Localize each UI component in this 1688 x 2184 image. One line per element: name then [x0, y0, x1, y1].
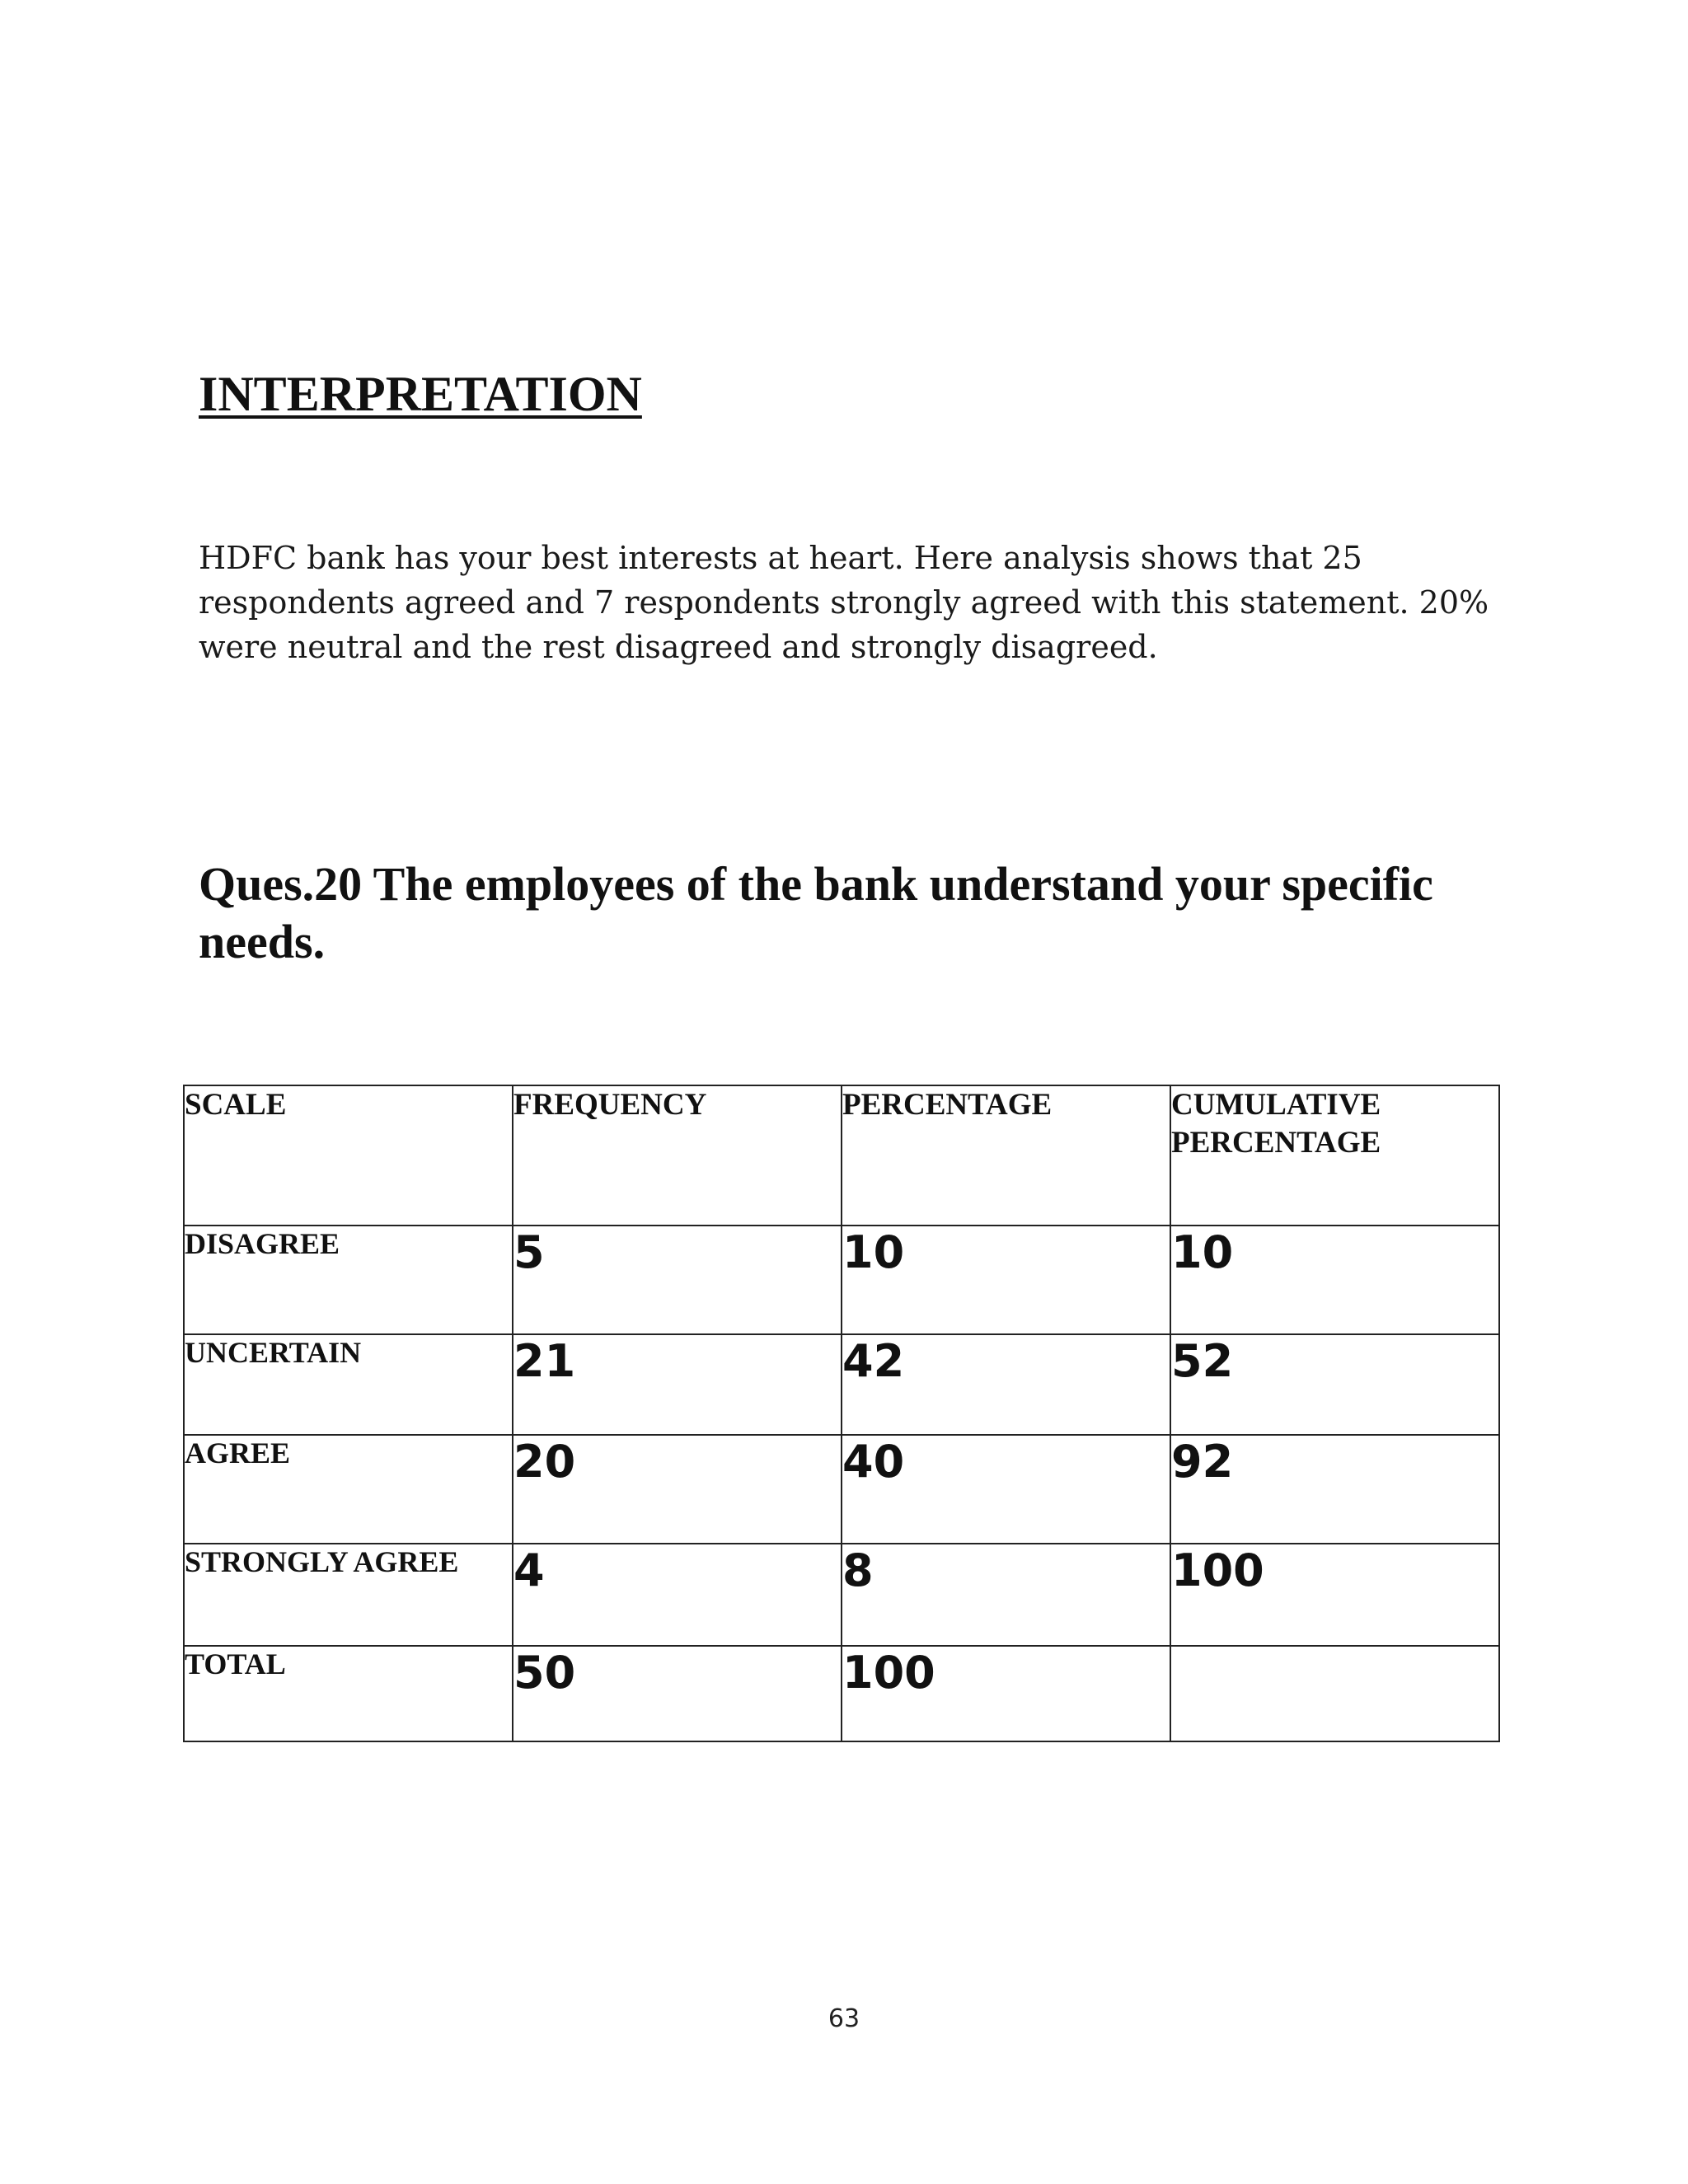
- cumulative-cell: 52: [1170, 1334, 1499, 1435]
- frequency-cell: 50: [513, 1646, 842, 1741]
- frequency-cell: 21: [513, 1334, 842, 1435]
- scale-cell: DISAGREE: [184, 1226, 513, 1334]
- cumulative-cell: [1170, 1646, 1499, 1741]
- frequency-cell: 5: [513, 1226, 842, 1334]
- table-row-total: [184, 1646, 1499, 1741]
- question-title: Ques.20 The employees of the bank understand your specific needs.: [199, 857, 1433, 968]
- table-row: [184, 1435, 1499, 1544]
- header-frequency: FREQUENCY: [513, 1085, 842, 1226]
- section-heading: INTERPRETATION: [199, 367, 642, 421]
- header-cumulative-percentage: CUMULATIVE PERCENTAGE: [1170, 1085, 1499, 1226]
- percentage-cell: 42: [842, 1334, 1170, 1435]
- scale-cell: AGREE: [184, 1435, 513, 1544]
- cumulative-cell: 92: [1170, 1435, 1499, 1544]
- scale-cell: TOTAL: [184, 1646, 513, 1741]
- percentage-cell: 8: [842, 1544, 1170, 1646]
- table-row: [184, 1334, 1499, 1435]
- cumulative-cell: 10: [1170, 1226, 1499, 1334]
- percentage-cell: 10: [842, 1226, 1170, 1334]
- scale-cell: STRONGLY AGREE: [184, 1544, 513, 1646]
- header-scale: SCALE: [184, 1085, 513, 1226]
- header-percentage: PERCENTAGE: [842, 1085, 1170, 1226]
- frequency-cell: 4: [513, 1544, 842, 1646]
- table-row: [184, 1544, 1499, 1646]
- table-header-row: [184, 1085, 1499, 1226]
- table-row: [184, 1226, 1499, 1334]
- percentage-cell: 40: [842, 1435, 1170, 1544]
- response-table: [183, 1085, 1500, 1742]
- cumulative-cell: 100: [1170, 1544, 1499, 1646]
- scale-cell: UNCERTAIN: [184, 1334, 513, 1435]
- interpretation-paragraph: HDFC bank has your best interests at heart. Here analysis shows that 25 respondents agreed and 7 respondents strongly agreed with this statement. 20% were neutral and the rest disagreed and strongly disagreed.: [199, 540, 1489, 665]
- page-number: 63: [828, 2004, 860, 2033]
- frequency-cell: 20: [513, 1435, 842, 1544]
- percentage-cell: 100: [842, 1646, 1170, 1741]
